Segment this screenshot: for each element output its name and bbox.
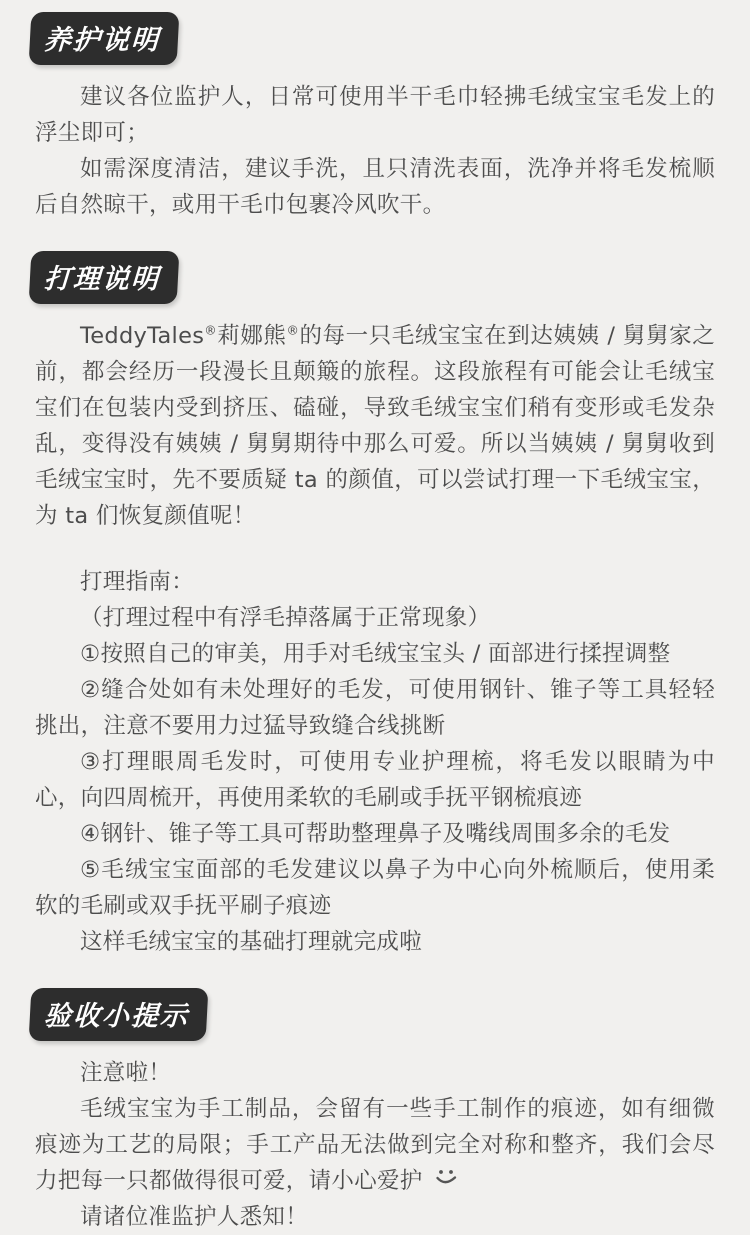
grooming-section-body: [35, 318, 715, 960]
grooming-guide-title: 打理指南：: [80, 569, 195, 595]
grooming-step-2: ②缝合处如有未处理好的毛发，可使用钢针、锥子等工具轻轻挑出，注意不要用力过猛导致缝合线挑断: [35, 677, 715, 739]
grooming-step-1: ①按照自己的审美，用手对毛绒宝宝头 / 面部进行揉捏调整: [80, 641, 671, 667]
inspection-section-badge-label: 验收小提示: [43, 1001, 190, 1032]
inspection-paragraph-2-text: 毛绒宝宝为手工制品，会留有一些手工制作的痕迹，如有细微痕迹为工艺的局限；手工产品无法做到完全对称和整齐，我们会尽力把每一只都做得很可爱，请小心爱护: [35, 1096, 715, 1194]
care-section-body: [35, 79, 715, 223]
care-section-badge: [29, 12, 180, 65]
section-care: [0, 12, 750, 223]
grooming-section-badge-label: 打理说明: [43, 264, 161, 295]
grooming-step-3: ③打理眼周毛发时，可使用专业护理梳，将毛发以眼睛为中心，向四周梳开，再使用柔软的毛刷或手抚平钢梳痕迹: [35, 749, 715, 811]
section-grooming: [0, 251, 750, 960]
grooming-step-4: ④钢针、锥子等工具可帮助整理鼻子及嘴线周围多余的毛发: [80, 821, 671, 847]
grooming-closing: 这样毛绒宝宝的基础打理就完成啦: [80, 929, 423, 955]
smiley-icon: [433, 1166, 461, 1190]
care-section-badge-label: 养护说明: [43, 25, 161, 56]
grooming-step-5: ⑤毛绒宝宝面部的毛发建议以鼻子为中心向外梳顺后，使用柔软的毛刷或双手抚平刷子痕迹: [35, 857, 715, 919]
inspection-paragraph-2: [35, 1091, 715, 1199]
grooming-section-badge: [29, 251, 180, 304]
grooming-intro-paragraph: TeddyTales®莉娜熊®的每一只毛绒宝宝在到达姨姨 / 舅舅家之前，都会经历一段漫长且颠簸的旅程。这段旅程有可能会让毛绒宝宝们在包装内受到挤压、磕碰，导致毛绒宝宝们稍有变形或毛发杂乱，变得没有姨姨 / 舅舅期待中那么可爱。所以当姨姨 / 舅舅收到毛绒宝宝时，先不要质疑 ta 的颜值，可以尝试打理一下毛绒宝宝，为 ta 们恢复颜值呢！: [35, 323, 715, 529]
inspection-section-body: [35, 1055, 715, 1235]
care-paragraph-2: 如需深度清洁，建议手洗，且只清洗表面，洗净并将毛发梳顺后自然晾干，或用干毛巾包裹冷风吹干。: [35, 156, 715, 218]
inspection-paragraph-1: 注意啦！: [80, 1060, 172, 1086]
grooming-guide-note: （打理过程中有浮毛掉落属于正常现象）: [80, 605, 491, 631]
inspection-paragraph-3: 请诸位准监护人悉知！: [80, 1204, 309, 1230]
section-inspection: [0, 988, 750, 1235]
inspection-section-badge: [29, 988, 209, 1041]
care-paragraph-1: 建议各位监护人，日常可使用半干毛巾轻拂毛绒宝宝毛发上的浮尘即可；: [35, 84, 715, 146]
